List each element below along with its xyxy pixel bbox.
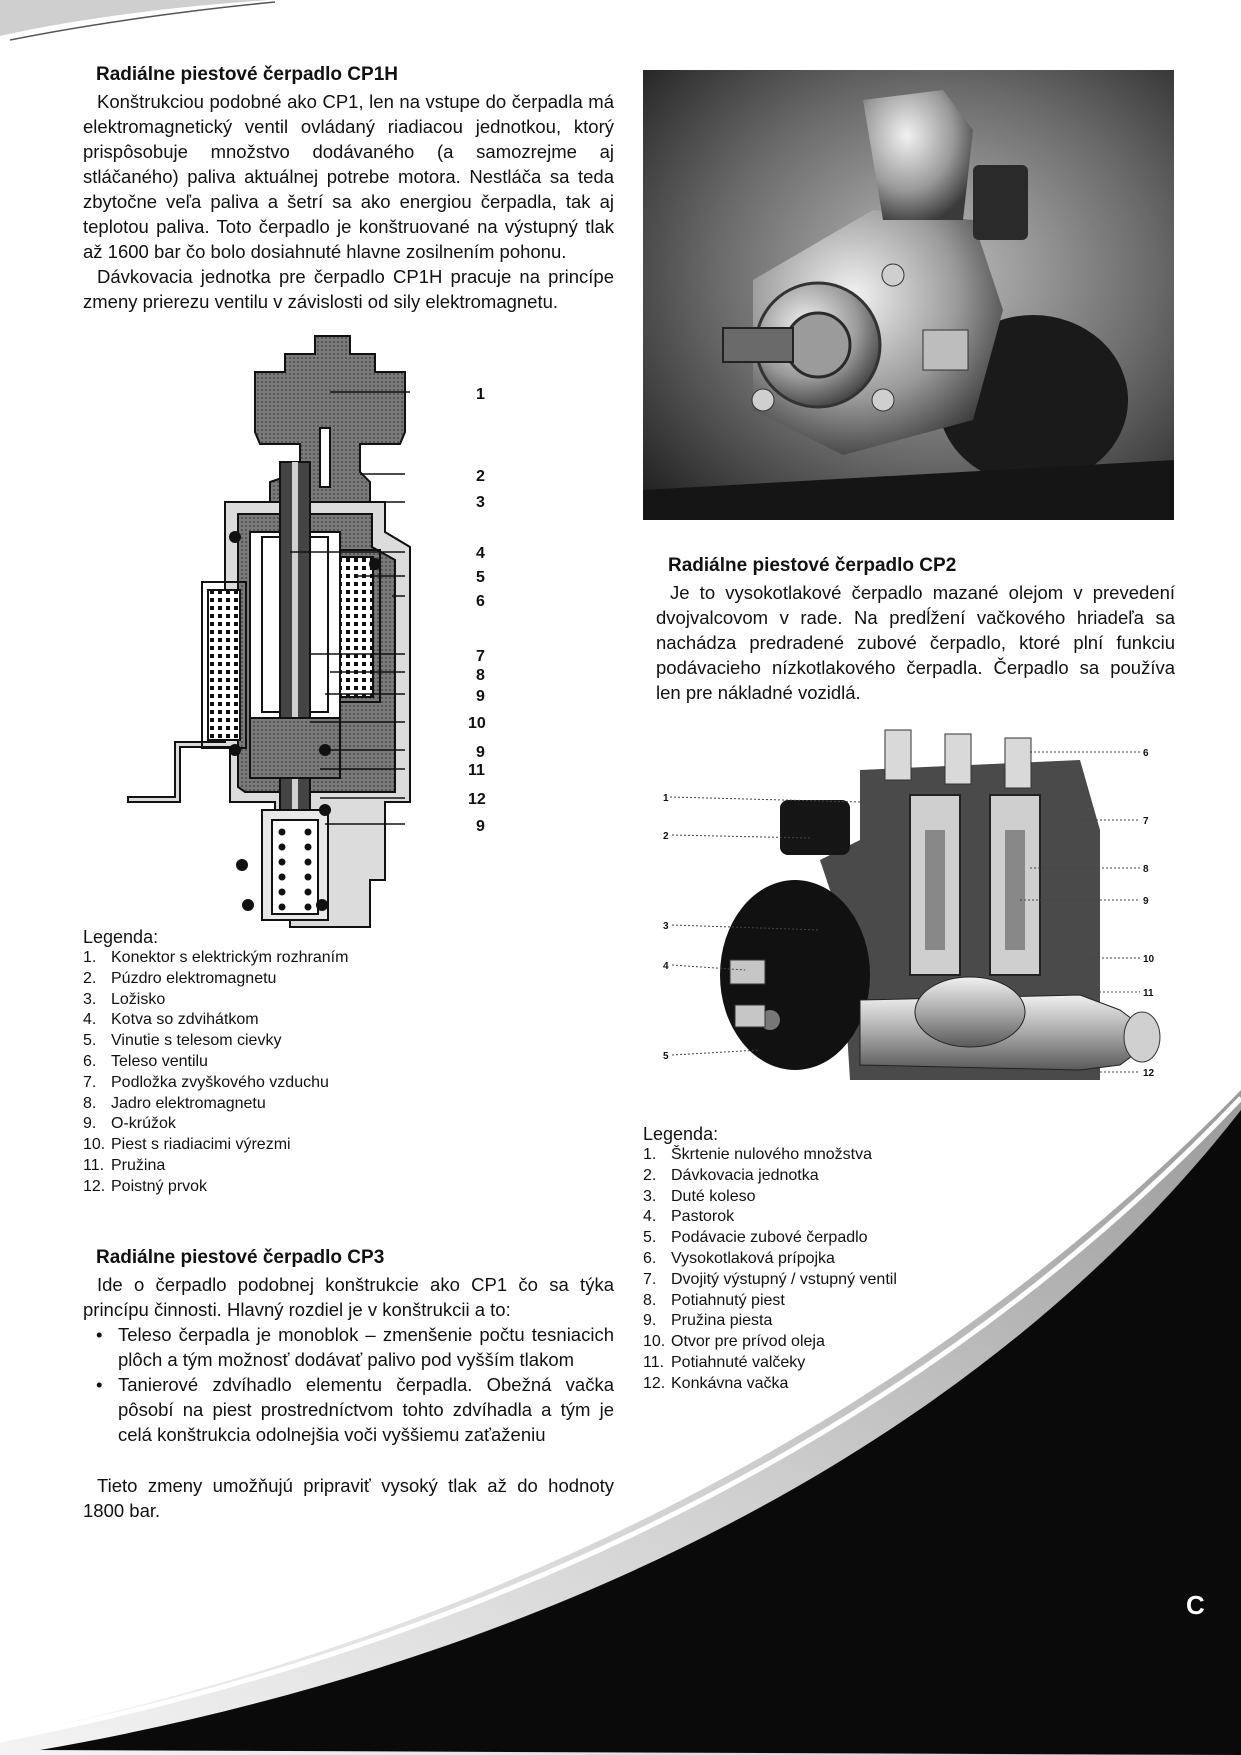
cp2-label-5: 5 (663, 1051, 669, 1062)
list-item: 7. Podložka zvyškového vzduchu (83, 1073, 329, 1091)
cp2-label-8: 8 (1143, 864, 1149, 875)
cp2-section (656, 553, 1175, 705)
cp2-label-12: 12 (1143, 1068, 1155, 1079)
list-item: 12. Konkávna vačka (643, 1374, 789, 1392)
cp3-intro: Ide o čerpadlo podobnej konštrukcie ako CP1 čo sa týka princípu činnosti. Hlavný rozdiel je v konštrukcii a to: (83, 1274, 614, 1320)
cp2-label-10: 10 (1143, 954, 1155, 965)
list-item: 2. Púzdro elektromagnetu (83, 969, 277, 987)
cp1h-paragraph-2: Dávkovacia jednotka pre čerpadlo CP1H pracuje na princípe zmeny prierezu ventilu v závislosti od sily elektromagnetu. (83, 266, 614, 312)
cp1h-label-9c: 9 (476, 818, 485, 835)
cp2-heading: Radiálne piestové čerpadlo CP2 (668, 555, 957, 576)
cp1h-label-12: 12 (468, 791, 486, 808)
cp1h-label-4: 4 (476, 545, 485, 562)
list-item: 11. Pružina (83, 1156, 166, 1174)
list-item: • Tanierové zdvíhadlo elementu čerpadla. Obežná vačka pôsobí na piest prostredníctvom tohto zdvíhadla a tým je celá konštrukcia odolnejšia voči vyššiemu zaťaženiu (83, 1372, 614, 1447)
cp2-label-1: 1 (663, 793, 669, 804)
cp2-label-7: 7 (1143, 816, 1149, 827)
list-item: 4. Pastorok (643, 1208, 735, 1226)
list-item: 3. Ložisko (83, 990, 166, 1008)
cp3-heading: Radiálne piestové čerpadlo CP3 (96, 1247, 385, 1268)
cp1h-legend (83, 926, 443, 1198)
list-item: 9. O-krúžok (83, 1115, 176, 1133)
cp2-label-3: 3 (663, 921, 669, 932)
page-letter: C (1186, 1590, 1205, 1620)
cp1h-heading: Radiálne piestové čerpadlo CP1H (96, 64, 398, 85)
cp1h-section (83, 62, 614, 314)
cp1h-paragraph-1: Konštrukciou podobné ako CP1, len na vstupe do čerpadla má elektromagnetický ventil ovládaný riadiacou jednotkou, ktorý prispôsobuje množstvo dodávaného (a samozrejme aj stláčaného) paliva aktuálnej potrebe motora. Nestláča sa teda zbytočne veľa paliva a šetrí sa ako energiou čerpadla, tak aj teplotou paliva. Toto čerpadlo je konštruované na výstupný tlak až 1600 bar čo bolo dosiahnuté hlavne zosilnením pohonu. (83, 91, 614, 262)
cp2-label-4: 4 (663, 961, 669, 972)
cp3-section (83, 1245, 614, 1523)
list-item: 5. Podávacie zubové čerpadlo (643, 1229, 868, 1247)
cp1h-pump-photo (643, 70, 1174, 520)
cp1h-label-9b: 9 (476, 744, 485, 761)
list-item: 6. Vysokotlaková prípojka (643, 1249, 835, 1267)
cp2-legend (643, 1123, 1003, 1395)
list-item: 10. Piest s riadiacimi výrezmi (83, 1136, 291, 1154)
list-item: 8. Jadro elektromagnetu (83, 1094, 266, 1112)
cp2-legend-title: Legenda: (643, 1124, 719, 1144)
list-item: 9. Pružina piesta (643, 1312, 773, 1330)
cp1h-label-9a: 9 (476, 688, 485, 705)
cp1h-label-6: 6 (476, 593, 485, 610)
cp1h-label-7: 7 (476, 648, 485, 665)
cp2-label-6: 6 (1143, 748, 1149, 759)
cp1h-label-5: 5 (476, 569, 485, 586)
cp3-closing: Tieto zmeny umožňujú pripraviť vysoký tlak až do hodnoty 1800 bar. (83, 1475, 614, 1521)
list-item: 2. Dávkovacia jednotka (643, 1166, 819, 1184)
cp2-label-9: 9 (1143, 896, 1149, 907)
list-item: 8. Potiahnutý piest (643, 1291, 785, 1309)
cp1h-legend-title: Legenda: (83, 927, 159, 947)
cp2-paragraph: Je to vysokotlakové čerpadlo mazané olejom v prevedení dvojvalcovom v rade. Na predĺžení vačkového hriadeľa sa nachádza predradené zubové čerpadlo, ktoré plní funkciu podávacieho nízkotlakového čerpadla. Čerpadlo sa používa len pre nákladné vozidlá. (656, 582, 1175, 703)
list-item: 11. Potiahnuté valčeky (643, 1353, 806, 1371)
cp1h-label-3: 3 (476, 494, 485, 511)
cp2-legend-list (643, 1145, 1003, 1395)
cp1h-label-2: 2 (476, 468, 485, 485)
cp1h-legend-list (83, 948, 443, 1198)
cp1h-label-10: 10 (468, 715, 486, 732)
list-item: 5. Vinutie s telesom cievky (83, 1032, 282, 1050)
list-item: 12. Poistný prvok (83, 1177, 208, 1195)
cp2-label-2: 2 (663, 831, 669, 842)
cp1h-label-8: 8 (476, 667, 485, 684)
list-item: 1. Škrtenie nulového množstva (643, 1146, 872, 1163)
cp1h-valve-diagram (120, 332, 520, 932)
list-item: 1. Konektor s elektrickým rozhraním (83, 949, 349, 966)
list-item: 10. Otvor pre prívod oleja (643, 1333, 825, 1351)
list-item: 7. Dvojitý výstupný / vstupný ventil (643, 1270, 897, 1288)
cp2-pump-cutaway-diagram (660, 720, 1170, 1120)
list-item: 6. Teleso ventilu (83, 1052, 208, 1070)
cp1h-label-1: 1 (476, 386, 485, 403)
cp1h-label-11: 11 (468, 762, 485, 779)
list-item: 4. Kotva so zdvihátkom (83, 1011, 259, 1029)
cp2-label-11: 11 (1143, 988, 1154, 999)
list-item: • Teleso čerpadla je monoblok – zmenšenie počtu tesniacich plôch a tým možnosť dodávať palivo pod vyšším tlakom (83, 1322, 614, 1372)
cp3-bullet-list (83, 1322, 614, 1447)
list-item: 3. Duté koleso (643, 1187, 756, 1205)
